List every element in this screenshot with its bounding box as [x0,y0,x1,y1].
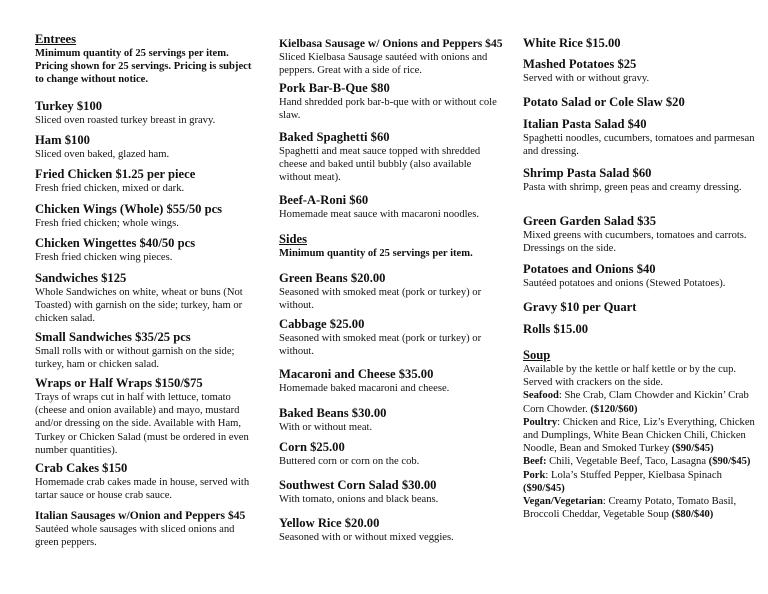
item-title: Kielbasa Sausage w/ Onions and Peppers $45 [279,37,503,50]
item-title: Italian Pasta Salad $40 [523,117,647,131]
item-desc: Mixed greens with cucumbers, tomatoes and carrots. Dressings on the side. [523,230,747,255]
item-title: Southwest Corn Salad $30.00 [279,478,437,492]
item-title: Rolls $15.00 [523,322,589,336]
item-title: Crab Cakes $150 [35,461,128,475]
soup-vegan [523,495,758,521]
menu-item [35,236,257,264]
menu-item [279,367,501,395]
item-desc: With or without meat. [279,422,373,433]
menu-item [523,214,758,255]
menu-item [523,117,758,158]
menu-item [35,167,257,195]
soup-category-label: Seafood [523,390,559,402]
item-desc: Small rolls with or without garnish on the side; turkey, ham or chicken salad. [35,346,235,371]
soup-poultry [523,416,758,456]
menu-item [35,376,257,457]
soup-category-price: ($90/$45) [523,482,565,494]
item-title: Potatoes and Onions $40 [523,262,656,276]
section-sides [279,232,501,260]
item-desc: Sautéed whole sausages with sliced onions and green peppers. [35,524,235,549]
item-title: Cabbage $25.00 [279,317,365,331]
menu-item [523,262,758,290]
soup-category-text: : She Crab, Clam Chowder and Kickin’ Crab Corn Chowder. [523,390,749,415]
item-title: Gravy $10 per Quart [523,300,637,314]
item-title: Beef-A-Roni $60 [279,193,369,207]
item-desc: Seasoned with smoked meat (pork or turkey) or without. [279,333,482,358]
menu-item [279,516,501,544]
item-desc: Pasta with shrimp, green peas and creamy dressing. [523,182,742,193]
item-title: Ham $100 [35,133,90,147]
item-desc: Spaghetti and meat sauce topped with shredded cheese and baked until bubbly (also available without meat). [279,146,481,184]
menu-item [523,95,758,110]
item-desc: Whole Sandwiches on white, wheat or buns (Not Toasted) with garnish on the side; turkey, ham or chicken salad. [35,287,243,325]
item-title: Baked Spaghetti $60 [279,130,390,144]
menu-item [35,461,257,502]
soup-category-text: : Creamy Potato, Tomato Basil, Broccoli Cheddar, Vegetable Soup [523,496,737,521]
item-title: Sandwiches $125 [35,271,127,285]
item-desc: Spaghetti noodles, cucumbers, tomatoes and parmesan and dressing. [523,133,755,158]
item-title: Corn $25.00 [279,440,345,454]
item-title: Chicken Wingettes $40/50 pcs [35,236,196,250]
menu-item [35,99,257,127]
item-desc: Homemade baked macaroni and cheese. [279,383,450,394]
menu-item [35,508,257,549]
item-title: Yellow Rice $20.00 [279,516,380,530]
menu-item [35,271,257,326]
section-note-sides: Minimum quantity of 25 servings per item. [279,248,473,259]
item-desc: Fresh fried chicken, mixed or dark. [35,183,185,194]
item-desc: Seasoned with or without mixed veggies. [279,532,454,543]
section-heading-entrees: Entrees [35,32,77,46]
menu-item [523,57,758,85]
soup-category-price: ($120/$60) [590,403,638,415]
item-desc: Sliced Kielbasa Sausage sautéed with onions and peppers. Great with a side of rice. [279,52,488,77]
item-title: Wraps or Half Wraps $150/$75 [35,376,203,390]
soup-seafood [523,389,758,415]
item-title: Green Garden Salad $35 [523,214,657,228]
item-desc: With tomato, onions and black beans. [279,494,439,505]
item-desc: Trays of wraps cut in half with lettuce, tomato (cheese and onion available) and mayo, mustard and/or dressing on the side. Available with Ham, Turkey or Chicken Salad (must be ordered in even number quantities). [35,392,249,456]
item-desc: Sliced oven roasted turkey breast in gravy. [35,115,216,126]
soup-category-price: ($80/$40) [671,509,714,521]
menu-item [279,130,501,185]
item-desc: Served with or without gravy. [523,73,650,84]
soup-intro: Available by the kettle or half kettle or by the cup. Served with crackers on the side. [523,364,737,389]
section-entrees [35,32,257,87]
menu-item [35,330,257,371]
soup-category-text: : Lola’s Stuffed Pepper, Kielbasa Spinach [545,469,722,481]
item-title: Baked Beans $30.00 [279,406,387,420]
menu-item [35,133,257,161]
soup-category-label: Vegan/Vegetarian [523,496,603,508]
item-title: Fried Chicken $1.25 per piece [35,167,196,181]
menu-item [279,81,501,122]
item-desc: Sliced oven baked, glazed ham. [35,149,170,160]
menu-item [279,317,501,358]
item-desc: Seasoned with smoked meat (pork or turkey) or without. [279,287,482,312]
section-note-entrees: Minimum quantity of 25 servings per item. Pricing shown for 25 servings. Pricing is subject to change without notice. [35,48,252,86]
item-title: Chicken Wings (Whole) $55/50 pcs [35,202,223,216]
menu-item [35,202,257,230]
item-title: Turkey $100 [35,99,103,113]
soup-pork [523,469,758,495]
section-heading-sides: Sides [279,232,307,246]
soup-category-price: ($90/$45) [671,443,714,455]
soup-category-price: ($90/$45) [708,456,751,468]
item-title: Macaroni and Cheese $35.00 [279,367,434,381]
item-title: Small Sandwiches $35/25 pcs [35,330,191,344]
menu-item [279,36,501,77]
soup-category-label: Beef: [523,456,547,468]
menu-item [279,478,501,506]
item-title: Mashed Potatoes $25 [523,57,637,71]
item-desc: Sautéed potatoes and onions (Stewed Potatoes). [523,278,726,289]
item-title: Shrimp Pasta Salad $60 [523,166,652,180]
item-title: Pork Bar-B-Que $80 [279,81,390,95]
menu-item [279,271,501,312]
item-title: Potato Salad or Cole Slaw $20 [523,95,685,109]
item-desc: Fresh fried chicken; whole wings. [35,218,179,229]
item-title: Green Beans $20.00 [279,271,386,285]
item-desc: Fresh fried chicken wing pieces. [35,252,173,263]
menu-item [523,300,758,315]
item-desc: Hand shredded pork bar-b-que with or without cole slaw. [279,97,497,122]
menu-item [523,166,758,194]
soup-beef [523,455,758,468]
item-desc: Buttered corn or corn on the cob. [279,456,420,467]
menu-item [523,322,758,337]
item-title: White Rice $15.00 [523,36,621,50]
menu-item [279,193,501,221]
soup-category-text: : Chicken and Rice, Liz’s Everything, Chicken and Dumplings, White Bean Chicken Chili, Chicken Noodle, Bean and Smoked Turkey [523,416,755,455]
section-soup [523,348,758,521]
item-title: Italian Sausages w/Onion and Peppers $45 [35,509,246,522]
item-desc: Homemade meat sauce with macaroni noodles. [279,209,480,220]
soup-category-label: Pork [523,469,546,481]
menu-item [279,440,501,468]
menu-item [523,36,758,51]
soup-category-label: Poultry [523,416,558,428]
section-heading-soup: Soup [523,348,551,362]
menu-item [279,406,501,434]
soup-category-text: Chili, Vegetable Beef, Taco, Lasagna [546,456,707,468]
item-desc: Homemade crab cakes made in house, served with tartar sauce or house crab sauce. [35,477,250,502]
